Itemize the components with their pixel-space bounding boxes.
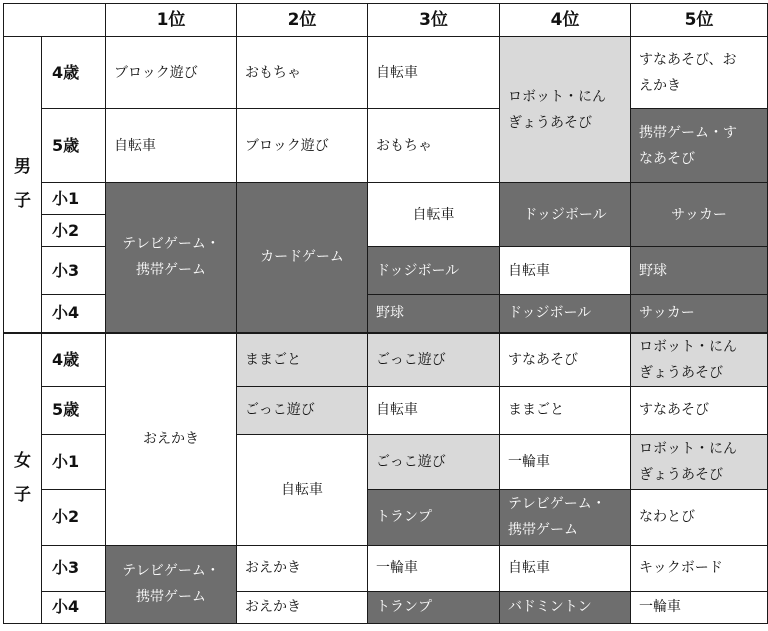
table-cell: 自転車 xyxy=(237,434,368,545)
table-cell: 携帯ゲーム・す なあそび xyxy=(631,109,768,183)
table-cell: おえかき xyxy=(237,545,368,591)
table-cell: ごっこ遊び xyxy=(237,386,368,434)
age-label: 5歳 xyxy=(42,109,106,183)
table-cell: テレビゲーム・ 携帯ゲーム xyxy=(106,545,237,623)
table-cell: 自転車 xyxy=(368,183,500,247)
boys-row-4sai xyxy=(4,37,768,109)
age-label: 5歳 xyxy=(42,386,106,434)
table-cell: おもちゃ xyxy=(237,37,368,109)
table-cell: おえかき xyxy=(237,591,368,623)
rank-4-header: 4位 xyxy=(500,4,631,37)
rank-1-header: 1位 xyxy=(106,4,237,37)
table-cell: すなあそび、お えかき xyxy=(631,37,768,109)
boys-row-sho1 xyxy=(4,183,768,215)
table-cell: テレビゲーム・ 携帯ゲーム xyxy=(500,489,631,545)
table-cell: なわとび xyxy=(631,489,768,545)
table-cell: カードゲーム xyxy=(237,183,368,333)
age-label: 小4 xyxy=(42,295,106,333)
table-cell: 自転車 xyxy=(368,37,500,109)
header-row xyxy=(4,4,768,37)
table-cell: ブロック遊び xyxy=(237,109,368,183)
girls-row-4sai xyxy=(4,333,768,387)
table-cell: キックボード xyxy=(631,545,768,591)
age-label: 小1 xyxy=(42,434,106,489)
girls-row-sho3 xyxy=(4,545,768,591)
table-cell: ロボット・にん ぎょうあそび xyxy=(500,37,631,183)
table-cell: ロボット・にん ぎょうあそび xyxy=(631,333,768,387)
table-cell: ドッジボール xyxy=(500,295,631,333)
age-label: 小2 xyxy=(42,215,106,247)
table-cell: おもちゃ xyxy=(368,109,500,183)
table-cell: トランプ xyxy=(368,591,500,623)
table-cell: サッカー xyxy=(631,295,768,333)
table-cell: ままごと xyxy=(237,333,368,387)
table-cell: ごっこ遊び xyxy=(368,333,500,387)
table-cell: おえかき xyxy=(106,333,237,546)
table-cell: ブロック遊び xyxy=(106,37,237,109)
table-cell: すなあそび xyxy=(500,333,631,387)
rank-3-header: 3位 xyxy=(368,4,500,37)
table-cell: 一輪車 xyxy=(368,545,500,591)
table-cell: 自転車 xyxy=(106,109,237,183)
table-cell: ロボット・にん ぎょうあそび xyxy=(631,434,768,489)
table-cell: トランプ xyxy=(368,489,500,545)
rank-2-header: 2位 xyxy=(237,4,368,37)
boys-label: 男 子 xyxy=(4,37,42,333)
corner-cell xyxy=(4,4,106,37)
age-label: 4歳 xyxy=(42,333,106,387)
boys-row-5sai xyxy=(4,109,768,183)
table-cell: サッカー xyxy=(631,183,768,247)
table-cell: 野球 xyxy=(631,247,768,295)
table-cell: ごっこ遊び xyxy=(368,434,500,489)
table-cell: テレビゲーム・ 携帯ゲーム xyxy=(106,183,237,333)
age-label: 小1 xyxy=(42,183,106,215)
age-label: 小4 xyxy=(42,591,106,623)
table-cell: 自転車 xyxy=(500,247,631,295)
table-cell: 一輪車 xyxy=(631,591,768,623)
table-cell: ドッジボール xyxy=(368,247,500,295)
table-cell: ドッジボール xyxy=(500,183,631,247)
age-label: 4歳 xyxy=(42,37,106,109)
table-cell: 一輪車 xyxy=(500,434,631,489)
table-cell: ままごと xyxy=(500,386,631,434)
age-label: 小2 xyxy=(42,489,106,545)
girls-label: 女 子 xyxy=(4,333,42,624)
table-cell: バドミントン xyxy=(500,591,631,623)
age-label: 小3 xyxy=(42,247,106,295)
table-cell: 野球 xyxy=(368,295,500,333)
ranking-table xyxy=(3,3,768,624)
table-cell: すなあそび xyxy=(631,386,768,434)
table-cell: 自転車 xyxy=(368,386,500,434)
age-label: 小3 xyxy=(42,545,106,591)
table-cell: 自転車 xyxy=(500,545,631,591)
rank-5-header: 5位 xyxy=(631,4,768,37)
